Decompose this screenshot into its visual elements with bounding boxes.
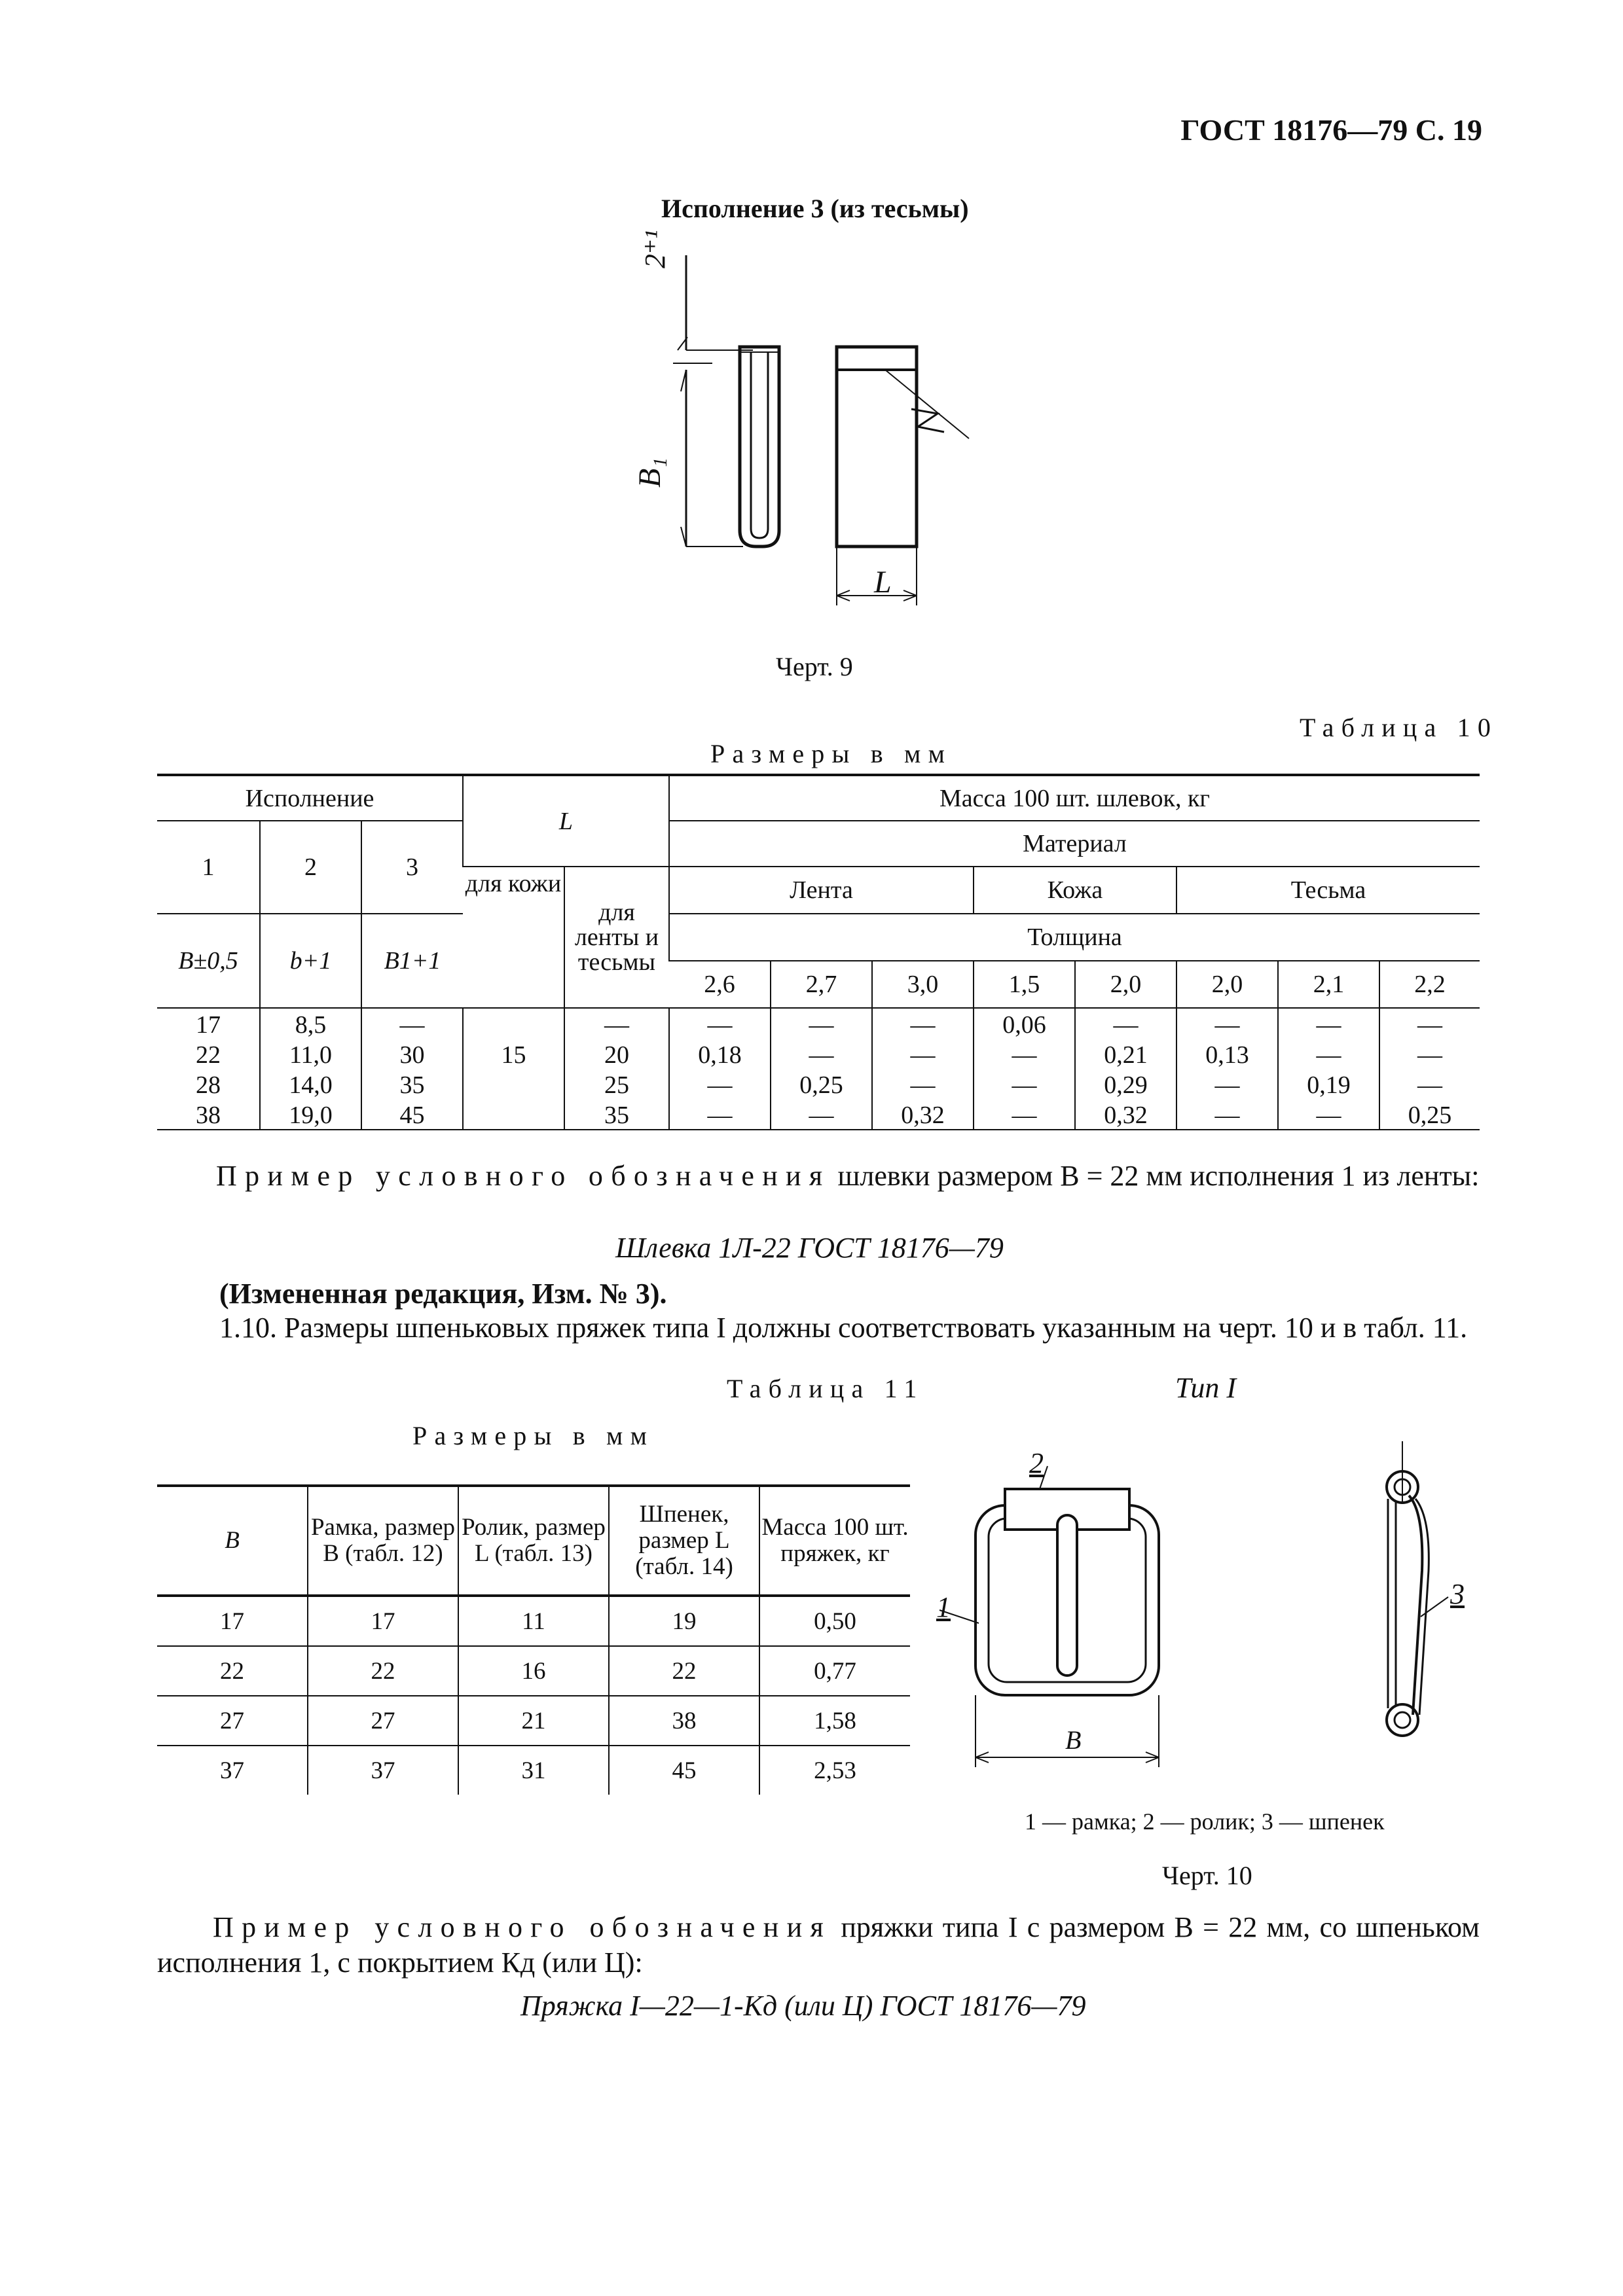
t10-row: [157, 1039, 1480, 1069]
t10-cell: —: [1379, 1039, 1480, 1069]
t10-cell: 17: [196, 1011, 221, 1039]
t10-cell: 22: [196, 1041, 221, 1069]
t11-cell: 27: [308, 1696, 458, 1746]
t10-cell: —: [669, 1099, 771, 1130]
changed-note: (Измененная редакция, Изм. № 3).: [219, 1278, 667, 1310]
t10-cell: 35: [564, 1099, 669, 1130]
t11-cell: 1,58: [759, 1696, 910, 1746]
t10-cell: —: [1075, 1008, 1176, 1039]
t10-thick-cell: 2,2: [1379, 961, 1480, 1008]
t11-cell: 37: [308, 1746, 458, 1795]
example1-designation: Шлевка 1Л-22 ГОСТ 18176—79: [615, 1232, 1004, 1264]
para-1-10-text: 1.10. Размеры шпеньковых пряжек типа I должны соответствовать указанным на черт. 10 и в табл. 11.: [219, 1312, 1468, 1344]
fig9-dim-side: B₁: [632, 457, 667, 488]
t10-cell: 0,18: [669, 1039, 771, 1069]
t11-row: [157, 1746, 910, 1795]
t11-cell: 2,53: [759, 1746, 910, 1795]
t10-thick-cell: 2,7: [771, 961, 872, 1008]
t10-cell: —: [872, 1069, 974, 1099]
t10-cell: [463, 1008, 564, 1039]
t11-cell: 45: [609, 1746, 759, 1795]
t10-thick-cell: 2,0: [1075, 961, 1176, 1008]
t10-cell: —: [1379, 1069, 1480, 1099]
t10-h-B1: B1+1: [361, 914, 463, 1008]
t10-h-lenty: для ленты и тесьмы: [564, 867, 669, 1008]
table11-label: Таблица 11: [727, 1374, 924, 1403]
t10-cell: —: [669, 1069, 771, 1099]
table11: [157, 1484, 910, 1795]
example2-designation: Пряжка I—22—1-Кд (или Ц) ГОСТ 18176—79: [520, 1990, 1086, 2022]
t10-cell: 35: [361, 1069, 463, 1099]
t11-row: [157, 1696, 910, 1746]
t10-row: [157, 1069, 1480, 1099]
t10-h-massa: Масса 100 шт. шлевок, кг: [669, 775, 1480, 821]
t10-cell: 0,32: [872, 1099, 974, 1130]
fig10-type-label: Тип I: [1175, 1372, 1237, 1404]
t11-h-B: B: [157, 1486, 308, 1596]
fig10-drawing: [917, 1440, 1506, 1780]
t11-h-ramka: Рамка, размер B (табл. 12): [308, 1486, 458, 1596]
fig9-caption: Черт. 9: [776, 652, 853, 681]
t11-cell: 17: [308, 1596, 458, 1646]
fig10-num-2: 2: [1029, 1447, 1044, 1479]
t10-cell: —: [1176, 1008, 1278, 1039]
fig10-caption: Черт. 10: [1162, 1861, 1252, 1890]
t10-cell: —: [361, 1008, 463, 1039]
t11-cell: 0,50: [759, 1596, 910, 1646]
fig10-num-1: 1: [936, 1591, 951, 1623]
t10-cell: 15: [463, 1039, 564, 1069]
t10-cell: 30: [361, 1039, 463, 1069]
t10-thick-cell: 2,6: [669, 961, 771, 1008]
t10-cell: 0,29: [1075, 1069, 1176, 1099]
t10-cell: —: [1176, 1069, 1278, 1099]
t10-cell: —: [974, 1069, 1075, 1099]
table10: [157, 774, 1480, 1130]
t11-cell: 0,77: [759, 1646, 910, 1696]
t10-cell: 20: [564, 1039, 669, 1069]
t10-thick-cell: 2,0: [1176, 961, 1278, 1008]
t10-cell: 14,0: [260, 1069, 361, 1099]
t11-h-rolik: Ролик, размер L (табл. 13): [458, 1486, 609, 1596]
t10-thick-cell: 2,1: [1278, 961, 1379, 1008]
fig9-dim-bottom: L: [874, 565, 892, 600]
t11-cell: 16: [458, 1646, 609, 1696]
fig10-legend: 1 — рамка; 2 — ролик; 3 — шпенек: [1025, 1808, 1385, 1835]
para-1-10: [157, 1310, 1480, 1346]
t10-cell: [463, 1099, 564, 1130]
t10-cell: 19,0: [260, 1099, 361, 1130]
t11-row: [157, 1596, 910, 1646]
t11-cell: 22: [157, 1646, 308, 1696]
table11-units: Размеры в мм: [412, 1421, 655, 1450]
t11-h-massa: Масса 100 шт. пряжек, кг: [759, 1486, 910, 1596]
t10-cell: 0,19: [1278, 1069, 1379, 1099]
page-header: ГОСТ 18176—79 С. 19: [1180, 113, 1482, 147]
t10-cell: 0,25: [771, 1069, 872, 1099]
t10-cell: 38: [157, 1099, 260, 1130]
fig9-title: Исполнение 3 (из тесьмы): [661, 194, 969, 223]
t10-cell: —: [974, 1099, 1075, 1130]
t10-h-1: 1: [157, 821, 260, 914]
t11-cell: 11: [458, 1596, 609, 1646]
example2-lead: Пример условного обозначения: [213, 1911, 832, 1943]
fig9-dim-top: 2⁺¹: [639, 230, 671, 268]
table10-units: Размеры в мм: [710, 739, 953, 768]
t10-cell: 8,5: [260, 1008, 361, 1039]
t10-h-kozha: Кожа: [974, 867, 1176, 914]
t11-cell: 37: [220, 1757, 244, 1784]
t10-h-tesma: Тесьма: [1176, 867, 1480, 914]
fig9-drawing: [629, 236, 1021, 628]
t10-cell: —: [771, 1039, 872, 1069]
example1-rest: шлевки размером B = 22 мм исполнения 1 из ленты:: [830, 1160, 1480, 1192]
t11-cell: 22: [308, 1646, 458, 1696]
t10-cell: —: [1176, 1099, 1278, 1130]
t10-cell: —: [974, 1039, 1075, 1069]
t10-cell: —: [872, 1039, 974, 1069]
t10-cell: —: [1278, 1008, 1379, 1039]
t10-cell: [463, 1069, 564, 1099]
t10-cell: 0,13: [1176, 1039, 1278, 1069]
t10-thick-cell: 3,0: [872, 961, 974, 1008]
t10-row: [157, 1008, 1480, 1039]
t10-h-kozhi: для кожи: [463, 867, 564, 1008]
t11-cell: 17: [157, 1596, 308, 1646]
t11-cell: 27: [157, 1696, 308, 1746]
t10-cell: 45: [361, 1099, 463, 1130]
example1-lead: Пример условного обозначения: [216, 1160, 831, 1192]
t10-cell: —: [771, 1099, 872, 1130]
t10-h-L: L: [463, 775, 669, 867]
t10-h-lenta: Лента: [669, 867, 974, 914]
t10-h-B: B±0,5: [157, 914, 260, 1008]
t11-cell: 21: [458, 1696, 609, 1746]
t10-cell: —: [771, 1008, 872, 1039]
t10-cell: —: [1278, 1099, 1379, 1130]
t10-cell: —: [1379, 1008, 1480, 1039]
t11-body: [157, 1596, 910, 1795]
t10-cell: 0,21: [1075, 1039, 1176, 1069]
t10-cell: 28: [196, 1071, 221, 1099]
t11-cell: 31: [458, 1746, 609, 1795]
t10-cell: —: [669, 1008, 771, 1039]
t10-h-ispolnenie: Исполнение: [157, 775, 463, 821]
example1-block: [157, 1158, 1480, 1194]
fig10-dim-B: B: [1065, 1725, 1082, 1755]
t10-cell: 0,32: [1075, 1099, 1176, 1130]
example2-rest: пряжки типа I с размером B = 22 мм, со шпеньком исполнения 1, с покрытием Кд (или Ц):: [157, 1911, 1480, 1979]
t11-cell: 38: [609, 1696, 759, 1746]
t10-row: [157, 1099, 1480, 1130]
example2-block: [157, 1910, 1480, 1981]
fig10-num-3: 3: [1450, 1578, 1465, 1610]
t10-cell: 0,06: [974, 1008, 1075, 1039]
t11-row: [157, 1646, 910, 1696]
t10-thick-cell: 1,5: [974, 961, 1075, 1008]
t10-cell: 25: [564, 1069, 669, 1099]
t10-cell: 0,25: [1379, 1099, 1480, 1130]
t11-cell: 19: [609, 1596, 759, 1646]
t10-cell: 11,0: [260, 1039, 361, 1069]
t10-h-2: 2: [260, 821, 361, 914]
t11-cell: 22: [609, 1646, 759, 1696]
t10-h-3: 3: [361, 821, 463, 914]
t11-h-shpenek: Шпенек, размер L (табл. 14): [609, 1486, 759, 1596]
t10-h-b: b+1: [260, 914, 361, 1008]
t10-h-tolshchina: Толщина: [669, 914, 1480, 961]
t10-cell: —: [1278, 1039, 1379, 1069]
table10-label: Таблица 10: [1300, 713, 1499, 742]
t10-body: [157, 1008, 1480, 1130]
t10-cell: —: [564, 1008, 669, 1039]
t10-cell: —: [872, 1008, 974, 1039]
t10-h-material: Материал: [669, 821, 1480, 867]
